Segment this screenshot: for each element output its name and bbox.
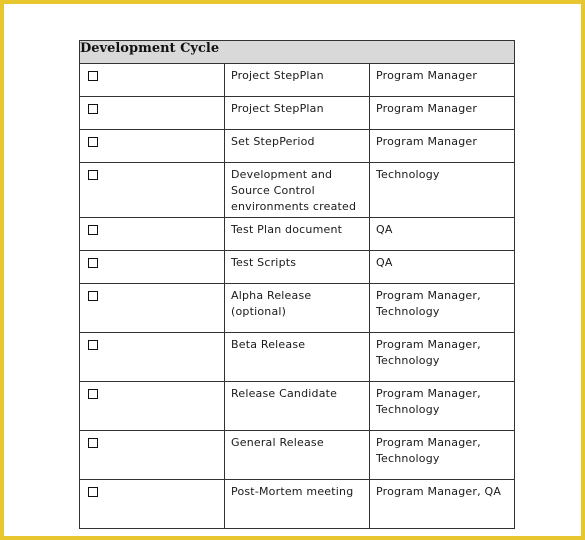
owner-label: Program Manager, Technology [376, 387, 481, 416]
checkbox-icon[interactable] [88, 291, 98, 301]
task-label: Beta Release [231, 338, 306, 351]
task-label: Test Scripts [231, 256, 297, 269]
development-cycle-table [79, 40, 515, 529]
table-row [80, 218, 515, 251]
table-row [80, 480, 515, 529]
checkbox-icon[interactable] [88, 340, 98, 350]
checkbox-icon[interactable] [88, 71, 98, 81]
owner-label: Program Manager, Technology [376, 436, 481, 465]
checkbox-icon[interactable] [88, 389, 98, 399]
table-row [80, 284, 515, 333]
table-row [80, 431, 515, 480]
table-row [80, 382, 515, 431]
owner-label: Program Manager, Technology [376, 289, 481, 318]
owner-label: QA [376, 256, 393, 269]
table-title: Development Cycle [80, 41, 515, 64]
task-label: Alpha Release (optional) [231, 289, 312, 318]
table-row [80, 333, 515, 382]
task-label: Project StepPlan [231, 102, 324, 115]
checkbox-icon[interactable] [88, 225, 98, 235]
checkbox-icon[interactable] [88, 258, 98, 268]
table-row [80, 97, 515, 130]
task-label: General Release [231, 436, 324, 449]
task-label: Post-Mortem meeting [231, 485, 354, 498]
owner-label: Technology [376, 168, 440, 181]
owner-label: Program Manager [376, 69, 478, 82]
checkbox-icon[interactable] [88, 104, 98, 114]
table-row [80, 163, 515, 218]
owner-label: Program Manager [376, 135, 478, 148]
task-label: Project StepPlan [231, 69, 324, 82]
task-label: Test Plan document [231, 223, 343, 236]
checkbox-icon[interactable] [88, 137, 98, 147]
table-row [80, 251, 515, 284]
owner-label: Program Manager, Technology [376, 338, 481, 367]
owner-label: Program Manager [376, 102, 478, 115]
checkbox-icon[interactable] [88, 170, 98, 180]
checkbox-icon[interactable] [88, 487, 98, 497]
owner-label: QA [376, 223, 393, 236]
task-label: Development and Source Control environments created [231, 168, 357, 213]
table-row [80, 64, 515, 97]
checkbox-icon[interactable] [88, 438, 98, 448]
task-label: Release Candidate [231, 387, 338, 400]
task-label: Set StepPeriod [231, 135, 315, 148]
table-row [80, 130, 515, 163]
owner-label: Program Manager, QA [376, 485, 502, 498]
